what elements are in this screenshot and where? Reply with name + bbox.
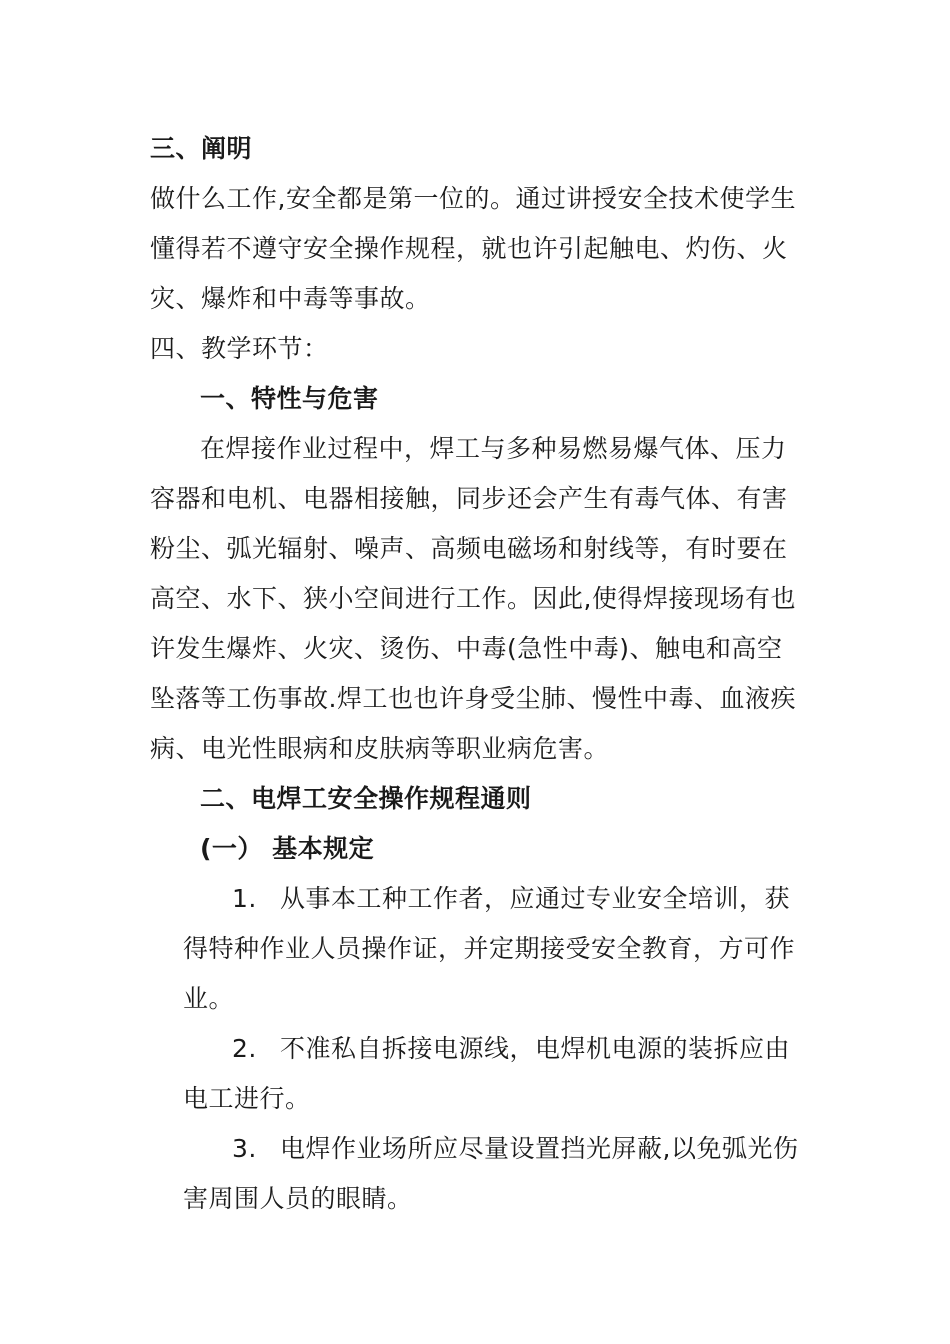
subsection-1-paragraph-line: 病、电光性眼病和皮肤病等职业病危害。	[150, 734, 610, 763]
section-3-paragraph-line: 做什么工作,安全都是第一位的。通过讲授安全技术使学生	[150, 184, 796, 213]
rule-number: 3.	[232, 1134, 257, 1163]
section-3-paragraph-line: 懂得若不遵守安全操作规程，就也许引起触电、灼伤、火	[150, 234, 788, 263]
rule-text-line: 从事本工种工作者，应通过专业安全培训，获	[280, 884, 791, 913]
subsection-1-paragraph-line: 许发生爆炸、火灾、烫伤、中毒(急性中毒)、触电和高空	[150, 634, 783, 663]
subsection-1-paragraph-line: 高空、水下、狭小空间进行工作。因此,使得焊接现场有也	[150, 584, 796, 613]
rule-text-line: 得特种作业人员操作证，并定期接受安全教育，方可作	[183, 934, 796, 963]
section-4-heading: 四、教学环节：	[150, 334, 329, 363]
section-3-paragraph-line: 灾、爆炸和中毒等事故。	[150, 284, 431, 313]
subsection-2-heading: 二、电焊工安全操作规程通则	[200, 784, 532, 813]
rule-text-line: 业。	[183, 984, 235, 1013]
subsection-1-paragraph-line: 在焊接作业过程中，焊工与多种易燃易爆气体、压力	[200, 434, 787, 463]
subsection-2-1-heading: (一） 基本规定	[200, 834, 375, 863]
section-3-heading: 三、阐明	[150, 134, 253, 163]
rule-text-line: 电焊作业场所应尽量设置挡光屏蔽,以免弧光伤	[280, 1134, 799, 1163]
subsection-1-paragraph-line: 粉尘、弧光辐射、噪声、高频电磁场和射线等，有时要在	[150, 534, 788, 563]
rule-number: 2.	[232, 1034, 257, 1063]
subsection-1-paragraph-line: 坠落等工伤事故.焊工也也许身受尘肺、慢性中毒、血液疾	[150, 684, 796, 713]
subsection-1-heading: 一、特性与危害	[200, 384, 379, 413]
rule-number: 1.	[232, 884, 257, 913]
rule-text-line: 害周围人员的眼睛。	[183, 1184, 413, 1213]
rule-text-line: 不准私自拆接电源线，电焊机电源的装拆应由	[280, 1034, 791, 1063]
rule-text-line: 电工进行。	[183, 1084, 311, 1113]
subsection-1-paragraph-line: 容器和电机、电器相接触，同步还会产生有毒气体、有害	[150, 484, 788, 513]
